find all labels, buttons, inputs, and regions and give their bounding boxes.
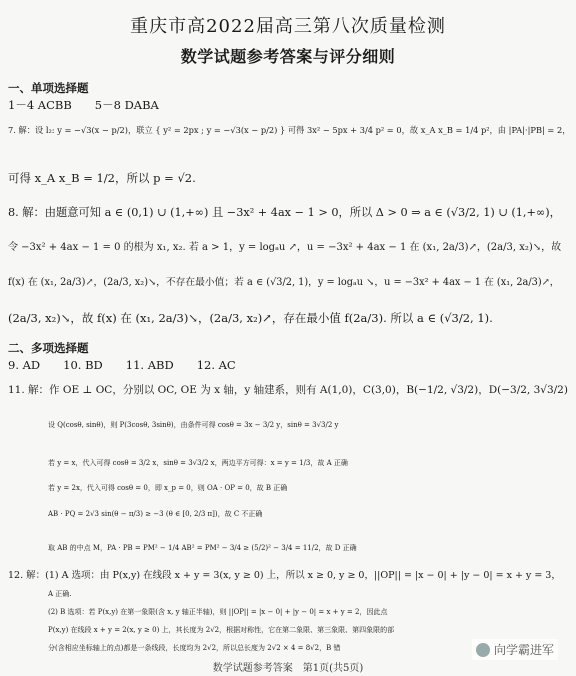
wechat-logo-icon bbox=[476, 643, 490, 657]
watermark-text: 向学霸进军 bbox=[493, 643, 554, 657]
q11-line2: 设 Q(cosθ, sinθ)，则 P(3cosθ, 3sinθ)，由条件可得 cosθ = 3x − 3/2 y，sinθ = 3√3/2 y bbox=[48, 421, 339, 429]
q8-line1: 8. 解：由题意可知 a ∈ (0,1) ∪ (1,+∞) 且 −3x² + 4ax − 1 > 0，所以 Δ > 0 ⇒ a ∈ (√3/2, 1) ∪ (1,+∞)， bbox=[8, 206, 561, 219]
q11-line1: 11. 解：作 OE ⊥ OC，分别以 OC, OE 为 x 轴，y 轴建系，则有 A(1,0)，C(3,0)，B(−1/2, √3/2)，D(−3/2, 3√3/2) bbox=[8, 384, 568, 396]
section1-heading: 一、单项选择题 bbox=[8, 81, 89, 95]
watermark bbox=[472, 639, 558, 660]
page-footer: 数学试题参考答案 第1页(共5页) bbox=[212, 663, 364, 674]
q12-line4: P(x,y) 在线段 x + y = 2(x, y ≥ 0) 上，其长度为 2√2，根据对称性，它在第二象限、第三象限、第四象限的部 bbox=[48, 626, 395, 634]
q11-line6: 取 AB 的中点 M，PA · PB = PM² − 1/4 AB² = PM² − 3/4 ≥ (5/2)² − 3/4 = 11/2，故 D 正确 bbox=[48, 544, 357, 552]
q8-line3: f(x) 在 (x₁, 2a/3)↗，(2a/3, x₂)↘，不存在最小值；若 a ∈ (√3/2, 1)，y = logₐu ↘，u = −3x² + 4ax − 1 在 (x₁, 2a/3)↗， bbox=[8, 277, 560, 288]
q8-line4: (2a/3, x₂)↘，故 f(x) 在 (x₁, 2a/3)↘，(2a/3, x₂)↗，存在最小值 f(2a/3). 所以 a ∈ (√3/2, 1). bbox=[8, 311, 493, 325]
section2-answers: 9. AD 10. BD 11. ABD 12. AC bbox=[8, 358, 236, 372]
q7-line1: 7. 解：设 l₂: y = −√3(x − p/2)，联立 { y² = 2px ; y = −√3(x − p/2) } 可得 3x² − 5px + 3/4 p² = 0，故 x_A x_B = 1/4 p²，由 |PA|·|PB| = 2， bbox=[8, 125, 571, 135]
q11-line4: 若 y = 2x，代入可得 cosθ = 0，即 x_p = 0，则 OA · OP = 0，故 B 正确 bbox=[48, 484, 288, 492]
q11-line5: AB · PQ = 2√3 sin(θ − π/3) ≥ −3 (θ ∈ [0, 2/3 π])，故 C 不正确 bbox=[48, 510, 263, 518]
q12-line3: (2) B 选项：若 P(x,y) 在第一象限(含 x, y 轴正半轴)，则 ||OP|| = |x − 0| + |y − 0| = x + y = 2，因此点 bbox=[48, 608, 388, 616]
section2-heading: 二、多项选择题 bbox=[8, 341, 89, 355]
section1-answers: 1－4 ACBB 5－8 DABA bbox=[8, 98, 159, 112]
q7-line2: 可得 x_A x_B = 1/2，所以 p = √2. bbox=[8, 171, 196, 185]
document-subtitle: 数学试题参考答案与评分细则 bbox=[180, 47, 396, 66]
exam-title: 重庆市高2022届高三第八次质量检测 bbox=[130, 16, 446, 37]
q8-line2: 令 −3x² + 4ax − 1 = 0 的根为 x₁, x₂. 若 a > 1，y = logₐu ↗，u = −3x² + 4ax − 1 在 (x₁, 2a/3)↗，(2a/3, x₂)↘，故 bbox=[8, 242, 562, 253]
q12-line2: A 正确. bbox=[48, 590, 72, 598]
q12-line1: 12. 解：(1) A 选项：由 P(x,y) 在线段 x + y = 3(x, y ≥ 0) 上，所以 x ≥ 0, y ≥ 0，||OP|| = |x − 0| + |y − 0| = x + y = 3， bbox=[8, 570, 561, 581]
q11-line3: 若 y = x，代入可得 cosθ = 3/2 x，sinθ = 3√3/2 x，两边平方可得：x = y = 1/3，故 A 正确 bbox=[48, 459, 348, 467]
q12-line5: 分(含相应坐标轴上的点)都是一条线段，长度均为 2√2，所以总长度为 2√2 × 4 = 8√2，B 错 bbox=[48, 644, 341, 652]
